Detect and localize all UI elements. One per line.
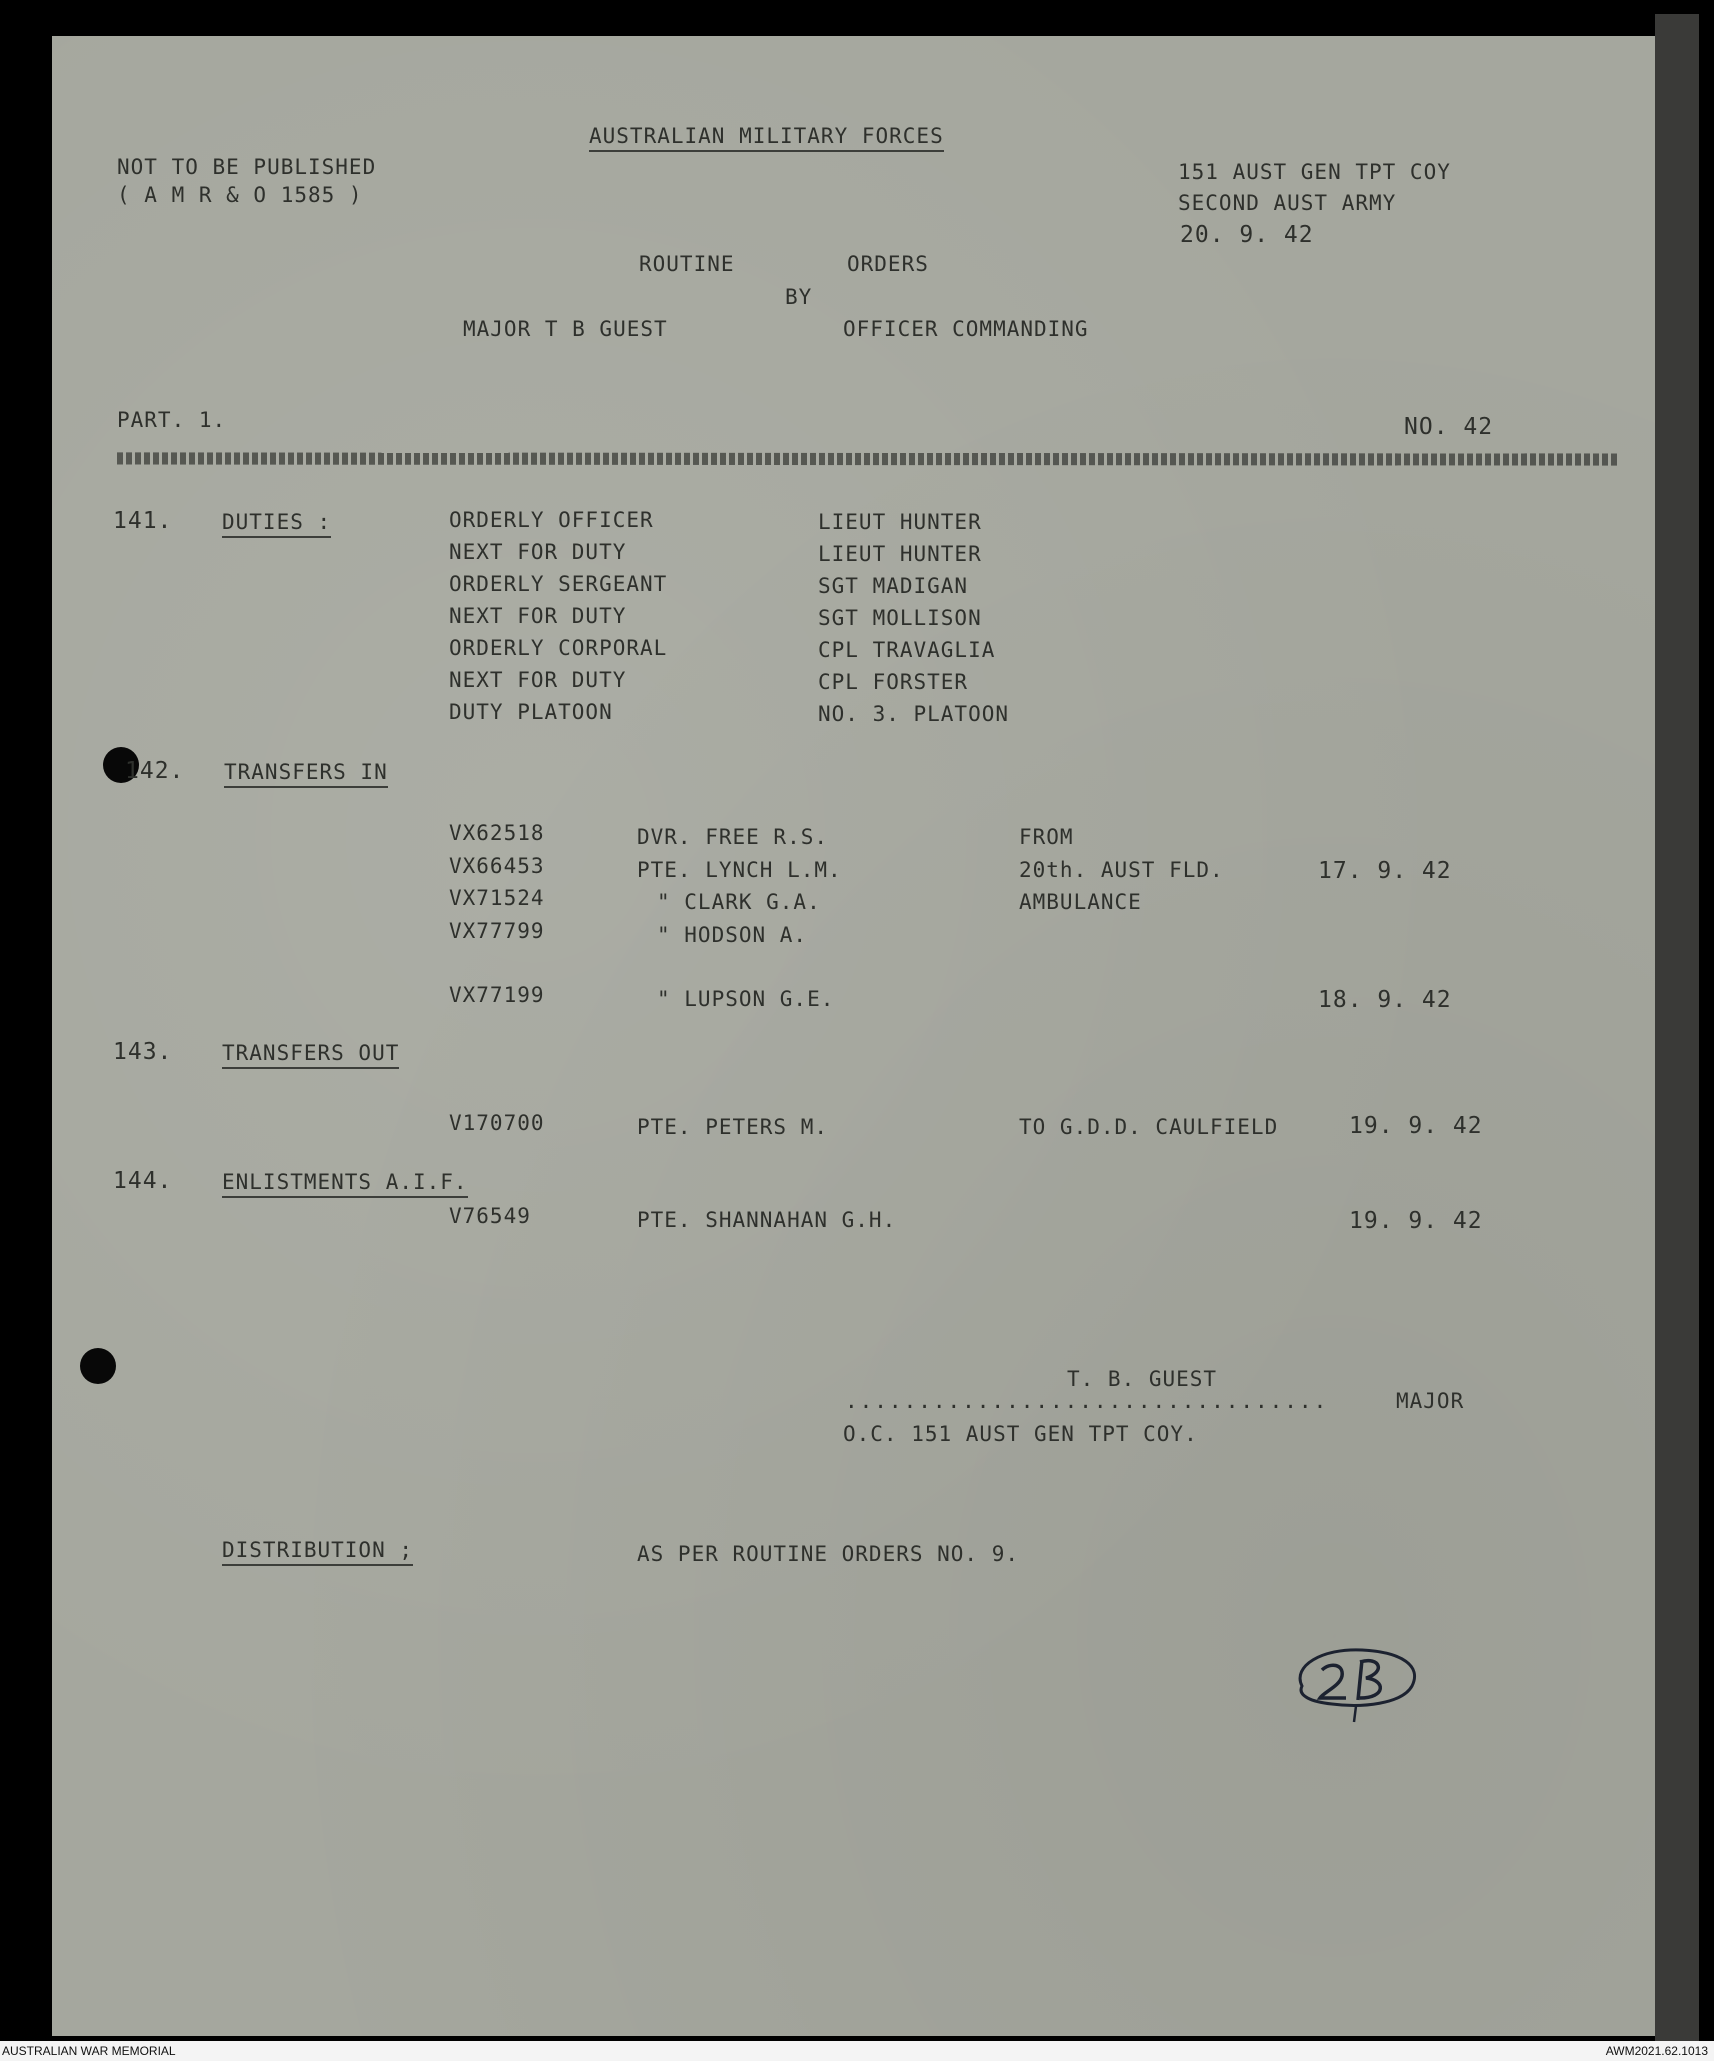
duty-role: DUTY PLATOON — [449, 700, 613, 724]
duty-person: SGT MOLLISON — [818, 606, 982, 630]
section-heading: ENLISTMENTS A.I.F. — [222, 1172, 468, 1198]
duty-person: CPL TRAVAGLIA — [818, 638, 996, 662]
handwritten-folio-mark — [1282, 1636, 1432, 1736]
service-number: VX62518 — [449, 821, 545, 845]
section-heading: DUTIES : — [222, 512, 331, 538]
officer-role: OFFICER COMMANDING — [843, 317, 1089, 341]
transfer-destination: TO G.D.D. CAULFIELD — [1019, 1115, 1279, 1139]
archive-footer — [0, 2041, 1714, 2061]
item-number: 144. — [113, 1168, 173, 1194]
soldier-name: PTE. LYNCH L.M. — [637, 858, 842, 882]
transfer-from: AMBULANCE — [1019, 890, 1142, 914]
signatory-rank: MAJOR — [1396, 1389, 1465, 1413]
section-heading: TRANSFERS OUT — [222, 1043, 399, 1069]
distribution-label: DISTRIBUTION ; — [222, 1540, 413, 1566]
item-number: 142. — [125, 758, 185, 784]
service-number: VX71524 — [449, 886, 545, 910]
document-date: 20. 9. 42 — [1180, 222, 1314, 248]
order-number: NO. 42 — [1404, 414, 1494, 440]
transfer-from: 20th. AUST FLD. — [1019, 858, 1224, 882]
document-title: AUSTRALIAN MILITARY FORCES — [589, 126, 944, 152]
transfer-date: 19. 9. 42 — [1349, 1113, 1483, 1139]
distribution-text: AS PER ROUTINE ORDERS NO. 9. — [637, 1542, 1020, 1566]
duty-role: NEXT FOR DUTY — [449, 668, 627, 692]
soldier-name: " LUPSON G.E. — [657, 987, 835, 1011]
signatory-unit: O.C. 151 AUST GEN TPT COY. — [843, 1422, 1198, 1446]
unit-name: 151 AUST GEN TPT COY — [1178, 160, 1451, 184]
part-label: PART. 1. — [117, 408, 227, 432]
transfer-date: 17. 9. 42 — [1318, 858, 1452, 884]
paper-edge-shadow — [1655, 14, 1699, 2041]
duty-person: SGT MADIGAN — [818, 574, 969, 598]
footer-left: AUSTRALIAN WAR MEMORIAL — [2, 2044, 176, 2058]
commanding-officer: MAJOR T B GUEST — [463, 317, 668, 341]
soldier-name: DVR. FREE R.S. — [637, 825, 829, 849]
soldier-name: " CLARK G.A. — [657, 890, 821, 914]
transfer-date: 18. 9. 42 — [1318, 987, 1452, 1013]
duty-role: NEXT FOR DUTY — [449, 604, 627, 628]
transfer-from: FROM — [1019, 825, 1074, 849]
service-number: V76549 — [449, 1204, 531, 1228]
duty-person: LIEUT HUNTER — [818, 542, 982, 566]
item-number: 143. — [113, 1039, 173, 1065]
duty-role: ORDERLY OFFICER — [449, 508, 654, 532]
routine-label: ROUTINE — [639, 252, 735, 276]
soldier-name: " HODSON A. — [657, 923, 808, 947]
soldier-name: PTE. PETERS M. — [637, 1115, 829, 1139]
footer-right: AWM2021.62.1013 — [1605, 2044, 1708, 2058]
service-number: V170700 — [449, 1111, 545, 1135]
duty-person: NO. 3. PLATOON — [818, 702, 1010, 726]
duty-role: ORDERLY SERGEANT — [449, 572, 668, 596]
service-number: VX77199 — [449, 983, 545, 1007]
service-number: VX77799 — [449, 919, 545, 943]
duty-role: ORDERLY CORPORAL — [449, 636, 668, 660]
punch-hole — [80, 1348, 116, 1384]
item-number: 141. — [113, 508, 173, 534]
restriction-line: NOT TO BE PUBLISHED — [117, 155, 377, 179]
signature-line: ................................. — [845, 1389, 1329, 1413]
by-label: BY — [785, 285, 813, 309]
enlistment-date: 19. 9. 42 — [1349, 1208, 1483, 1234]
duty-person: CPL FORSTER — [818, 670, 969, 694]
restriction-reference: ( A M R & O 1585 ) — [117, 183, 363, 207]
orders-label: ORDERS — [847, 252, 929, 276]
army-name: SECOND AUST ARMY — [1178, 191, 1397, 215]
duty-person: LIEUT HUNTER — [818, 510, 982, 534]
duty-role: NEXT FOR DUTY — [449, 540, 627, 564]
section-heading: TRANSFERS IN — [224, 762, 388, 788]
soldier-name: PTE. SHANNAHAN G.H. — [637, 1208, 897, 1232]
signatory-name: T. B. GUEST — [1067, 1367, 1218, 1391]
service-number: VX66453 — [449, 854, 545, 878]
